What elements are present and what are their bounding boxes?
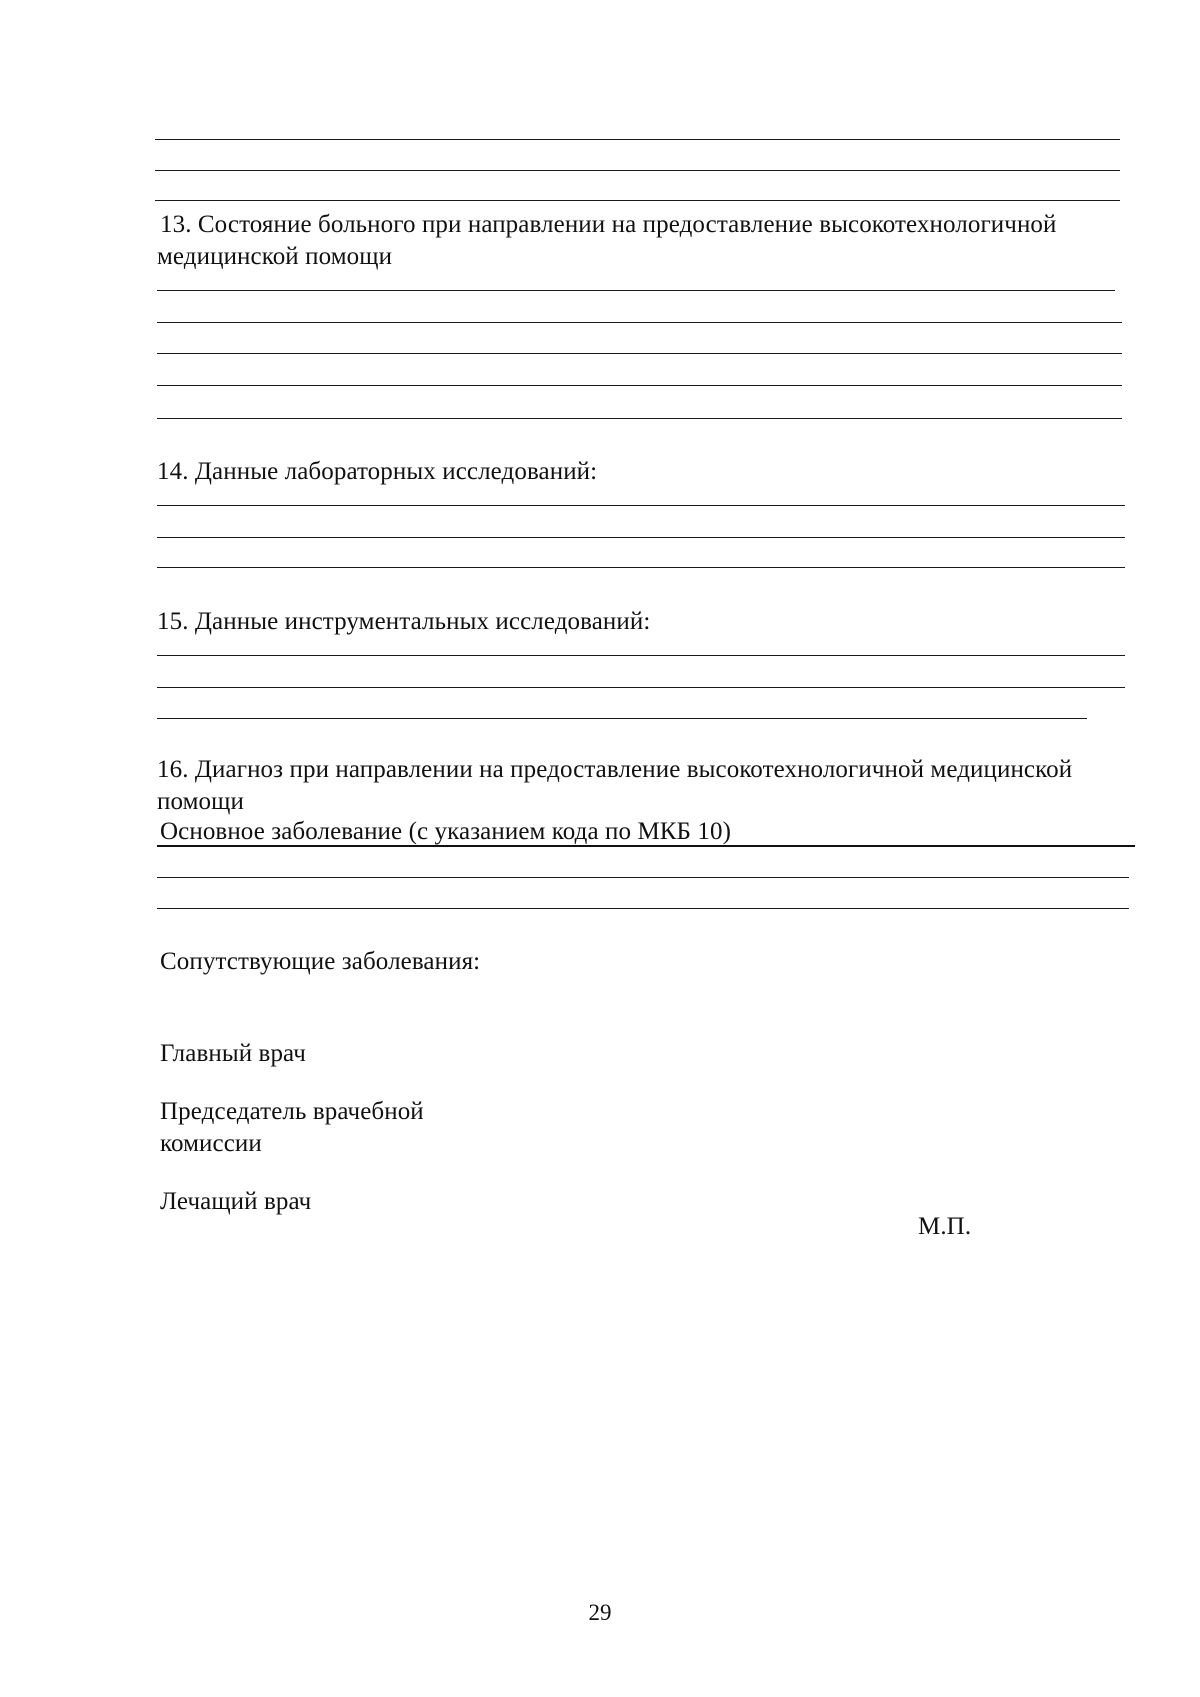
- page-number: 29: [588, 1600, 612, 1625]
- comorbid-label: Сопутствующие заболевания:: [160, 948, 481, 975]
- blank-line: [157, 505, 1125, 506]
- section-14-title: 14. Данные лабораторных исследований:: [157, 458, 598, 485]
- blank-line: [157, 418, 1122, 419]
- blank-line: [157, 353, 1122, 354]
- blank-line: [157, 385, 1122, 386]
- blank-line: [157, 877, 1129, 878]
- blank-line: [157, 655, 1125, 656]
- main-disease-label: Основное заболевание (с указанием кода по МКБ 10): [160, 818, 731, 845]
- section-13-title: 13. Состояние больного при направлении на предоставление высокотехнологичной: [160, 211, 1057, 238]
- main-disease-line: [157, 845, 1135, 847]
- blank-line: [157, 718, 1087, 719]
- blank-line: [157, 322, 1122, 323]
- blank-line: [157, 290, 1115, 291]
- blank-line: [155, 139, 1120, 140]
- chief-doctor-label: Главный врач: [160, 1040, 306, 1067]
- section-13-title-cont: медицинской помощи: [157, 243, 393, 270]
- section-16-title-cont: помощи: [157, 788, 244, 815]
- section-15-title: 15. Данные инструментальных исследований:: [157, 608, 651, 635]
- blank-line: [155, 170, 1120, 171]
- blank-line: [157, 687, 1125, 688]
- commission-chair-label: Председатель врачебной: [160, 1098, 424, 1125]
- blank-line: [157, 908, 1129, 909]
- blank-line: [155, 200, 1120, 201]
- attending-doctor-label: Лечащий врач: [160, 1188, 312, 1215]
- blank-line: [157, 567, 1125, 568]
- commission-chair-label-cont: комиссии: [160, 1130, 262, 1157]
- stamp-placeholder: М.П.: [918, 1213, 972, 1240]
- blank-line: [157, 537, 1125, 538]
- section-16-title: 16. Диагноз при направлении на предоставление высокотехнологичной медицинской: [157, 756, 1073, 783]
